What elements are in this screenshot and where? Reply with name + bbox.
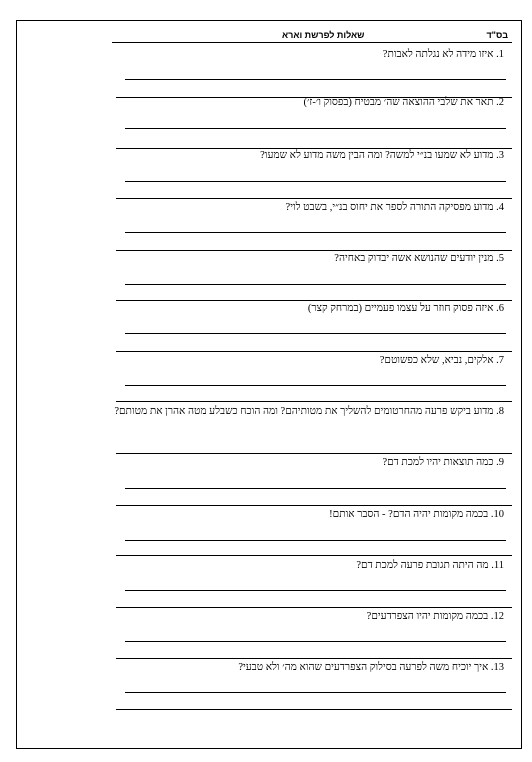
question-text: מדוע לא שמעו בנ״י למשה? ומה הבין משה מדוע לא שמעו? <box>260 150 494 161</box>
question-number: 8. <box>496 406 504 417</box>
question-11 <box>112 555 512 576</box>
question-text: תאר את שלבי ההוצאה שה׳ מבטיח (בפסוק ו׳-ז׳) <box>303 97 494 108</box>
question-1 <box>112 44 512 65</box>
question-text: כמה תוצאות יהיו למכת דם? <box>382 457 494 468</box>
header-line <box>112 42 512 43</box>
question-4 <box>112 197 512 218</box>
separator-line <box>116 709 512 710</box>
question-number: 3. <box>496 150 504 161</box>
question-6 <box>112 298 512 319</box>
question-8 <box>112 401 512 422</box>
question-5 <box>112 248 512 269</box>
question-text: מדוע ביקש פרעה מהחרטומים להשליך את מטותיהם? ומה הוכח כשבלע מטה אהרן את מטותם? <box>114 406 494 417</box>
question-number: 12. <box>490 611 504 622</box>
question-text: בכמה מקומות יהיה הדם? - הסבר אותם! <box>329 509 489 520</box>
question-number: 5. <box>496 253 504 264</box>
question-text: מדוע מפסיקה התורה לספר את יחוס בנ״י, בשבט לוי? <box>285 202 494 213</box>
question-text: מנין יודעים שהנושא אשה יבדוק באחיה? <box>334 253 494 264</box>
question-number: 13. <box>490 662 504 673</box>
question-number: 2. <box>496 97 504 108</box>
worksheet-title: שאלות לפרשת וארא <box>282 30 365 40</box>
question-text: אלקים, נביא, שלא כפשוטם? <box>379 355 494 366</box>
question-text: איזו מידה לא נגלתה לאבות? <box>382 49 494 60</box>
answer-line[interactable] <box>125 284 506 285</box>
answer-line[interactable] <box>125 181 506 182</box>
question-2 <box>112 92 512 113</box>
answer-line[interactable] <box>125 79 506 80</box>
question-number: 11. <box>491 560 504 571</box>
question-number: 7. <box>496 355 504 366</box>
question-text: איך יוכיח משה לפרעה בסילוק הצפרדעים שהוא מה׳ ולא טבעי? <box>238 662 489 673</box>
question-9 <box>112 452 512 473</box>
answer-line[interactable] <box>125 590 506 591</box>
question-number: 6. <box>496 303 504 314</box>
answer-line[interactable] <box>125 128 506 129</box>
question-text: מה היתה תגובת פרעה למכת דם? <box>356 560 489 571</box>
question-text: בכמה מקומות יהיו הצפרדעים? <box>366 611 489 622</box>
question-number: 9. <box>496 457 504 468</box>
question-10 <box>112 504 512 525</box>
header-bsd: בס"ד <box>486 30 508 40</box>
answer-line[interactable] <box>125 333 506 334</box>
answer-line[interactable] <box>125 232 506 233</box>
question-text: איזה פסוק חוזר על עצמו פעמיים (במרחק קצר) <box>307 303 494 314</box>
answer-line[interactable] <box>125 540 506 541</box>
question-number: 10. <box>490 509 504 520</box>
question-number: 1. <box>496 49 504 60</box>
question-12 <box>112 606 512 627</box>
answer-line[interactable] <box>125 692 506 693</box>
answer-line[interactable] <box>125 385 506 386</box>
question-3 <box>112 145 512 166</box>
answer-line[interactable] <box>125 488 506 489</box>
question-7 <box>112 350 512 371</box>
question-number: 4. <box>496 202 504 213</box>
answer-line[interactable] <box>125 641 506 642</box>
question-13 <box>112 657 512 678</box>
